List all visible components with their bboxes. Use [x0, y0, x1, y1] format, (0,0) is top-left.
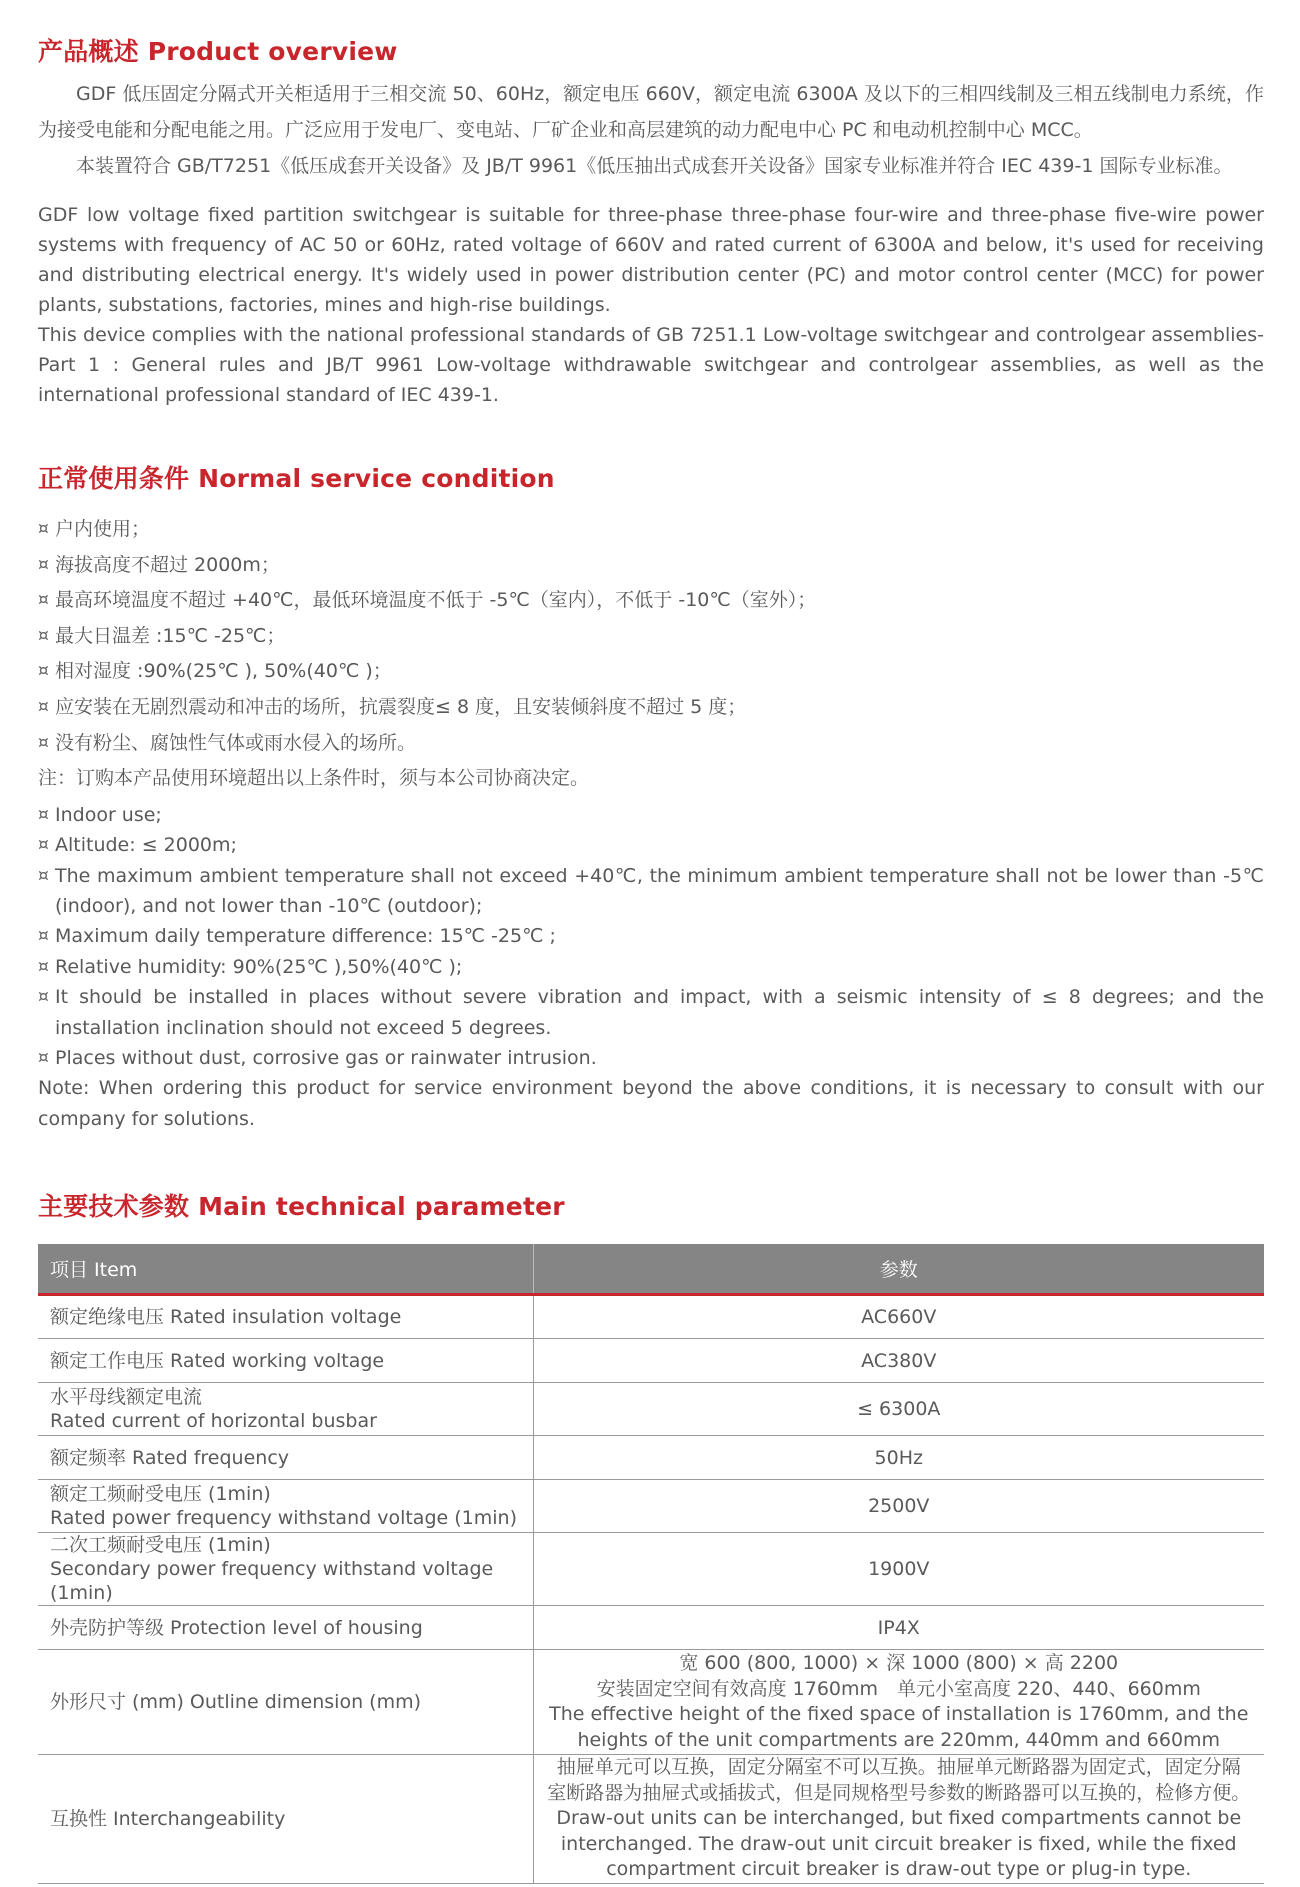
condition-en-item	[38, 861, 1264, 922]
params-row	[38, 1295, 1264, 1339]
param-value-line: Draw-out units can be interchanged, but fixed compartments cannot be	[556, 1807, 1242, 1830]
condition-zh-item	[38, 548, 1264, 584]
condition-zh-item	[38, 690, 1264, 726]
condition-en-item	[38, 982, 1264, 1043]
param-value-line: 宽 600 (800, 1000) × 深 1000 (800) × 高 2200	[679, 1652, 1119, 1674]
param-value-cell	[533, 1383, 1264, 1436]
condition-zh-text: 应安装在无剧烈震动和冲击的场所，抗震裂度≤ 8 度，且安装倾斜度不超过 5 度；	[55, 695, 747, 718]
condition-en-text: The maximum ambient temperature shall not exceed +40℃, the minimum ambient temperature shall not be lower than -5℃ (indoor), and not lower than -10℃ (outdoor);	[55, 864, 1264, 917]
param-value-line: 抽屉单元可以互换，固定分隔室不可以互换。抽屉单元断路器为固定式，固定分隔	[556, 1756, 1241, 1779]
bullet-icon: ¤	[38, 987, 49, 1008]
param-value-cell	[533, 1650, 1264, 1755]
param-item-line: 外形尺寸 (mm) Outline dimension (mm)	[50, 1691, 422, 1713]
bullet-icon: ¤	[38, 625, 49, 646]
bullet-icon: ¤	[38, 732, 49, 753]
param-value-cell	[533, 1606, 1264, 1650]
condition-zh-text: 最大日温差 :15℃ -25℃；	[55, 624, 286, 647]
param-item-line: Rated current of horizontal busbar	[50, 1410, 377, 1432]
condition-zh-item	[38, 726, 1264, 762]
condition-zh-item	[38, 619, 1264, 655]
param-item-cell	[38, 1436, 533, 1480]
condition-en-item	[38, 830, 1264, 860]
param-value-line: IP4X	[877, 1616, 920, 1639]
condition-en-text: Altitude: ≤ 2000m;	[55, 834, 237, 857]
condition-en-text: Relative humidity: 90%(25℃ ),50%(40℃ );	[55, 955, 463, 978]
bullet-icon: ¤	[38, 804, 49, 825]
conditions-list	[38, 512, 1264, 1134]
condition-zh-text: 海拔高度不超过 2000m；	[55, 553, 280, 576]
param-value-line: 1900V	[868, 1558, 930, 1580]
bullet-icon: ¤	[38, 1048, 49, 1068]
param-item-cell	[38, 1533, 533, 1606]
param-value-line: heights of the unit compartments are 220mm, 440mm and 660mm	[577, 1728, 1221, 1751]
param-item-line: Secondary power frequency withstand voltage (1min)	[50, 1558, 494, 1604]
bullet-icon: ¤	[38, 590, 49, 611]
param-item-line: 外壳防护等级 Protection level of housing	[50, 1616, 423, 1639]
param-value-line: The effective height of the fixed space of installation is 1760mm, and the	[549, 1703, 1249, 1725]
condition-zh-text: 没有粉尘、腐蚀性气体或雨水侵入的场所。	[55, 731, 417, 754]
overview-en-paragraph-2: This device complies with the national professional standards of GB 7251.1 Low-voltage switchgear and controlgear assemblies-Part 1 : General rules and JB/T 9961 Low-voltage withdrawable switchgear and controlgear assemblies, as well as the international professional standard of IEC 439-1.	[38, 324, 1264, 406]
overview-zh-paragraph-1: GDF 低压固定分隔式开关柜适用于三相交流 50、60Hz，额定电压 660V，额定电流 6300A 及以下的三相四线制及三相五线制电力系统，作为接受电能和分配电能之用。广泛应用于发电厂、变电站、厂矿企业和高层建筑的动力配电中心 PC 和电动机控制中心 MCC。	[38, 83, 1264, 141]
param-item-cell	[38, 1755, 533, 1884]
param-item-line: Rated power frequency withstand voltage (1min)	[50, 1507, 517, 1529]
condition-en-text: It should be installed in places without severe vibration and impact, with a seismic intensity of ≤ 8 degrees; and the installation inclination should not exceed 5 degrees.	[55, 986, 1264, 1039]
param-value-cell	[533, 1755, 1264, 1884]
param-value-line: 安装固定空间有效高度 1760mm 单元小室高度 220、440、660mm	[596, 1677, 1201, 1700]
param-item-line: 互换性 Interchangeability	[50, 1808, 286, 1830]
bullet-icon: ¤	[38, 661, 49, 682]
param-value-cell	[533, 1480, 1264, 1533]
param-value-line: 2500V	[868, 1495, 930, 1517]
overview-title: 产品概述 Product overview	[38, 37, 398, 66]
param-item-cell	[38, 1383, 533, 1436]
param-item-line: 额定频率 Rated frequency	[50, 1446, 290, 1469]
params-row	[38, 1606, 1264, 1650]
param-value-line: ≤ 6300A	[857, 1398, 941, 1420]
params-row	[38, 1339, 1264, 1383]
header-item: 项目 Item	[38, 1244, 533, 1295]
param-item-line: 额定工作电压 Rated working voltage	[50, 1349, 385, 1372]
bullet-icon: ¤	[38, 865, 49, 886]
condition-zh-text: 相对湿度 :90%(25℃ ), 50%(40℃ )；	[55, 660, 392, 683]
condition-zh-text: 户内使用；	[55, 518, 151, 540]
param-value-line: 室断路器为抽屉式或插拔式，但是同规格型号参数的断路器可以互换的，检修方便。	[547, 1781, 1251, 1804]
param-item-line: 额定工频耐受电压 (1min)	[50, 1483, 271, 1505]
param-value-line: AC660V	[861, 1306, 937, 1328]
overview-zh	[38, 76, 1264, 184]
params-row	[38, 1755, 1264, 1884]
param-value-cell	[533, 1339, 1264, 1383]
params-row	[38, 1533, 1264, 1606]
params-header-row	[38, 1244, 1264, 1295]
condition-zh-text: 最高环境温度不超过 +40℃，最低环境温度不低于 -5℃（室内），不低于 -10℃（室外）；	[55, 589, 817, 612]
overview-en-paragraph-1: GDF low voltage fixed partition switchgear is suitable for three-phase three-phase four-wire and three-phase five-wire power systems with frequency of AC 50 or 60Hz, rated voltage of 660V and rated current of 6300A and below, it's used for receiving and distributing electrical energy. It's widely used in power distribution center (PC) and motor control center (MCC) for power plants, substations, factories, mines and high-rise buildings.	[38, 204, 1264, 316]
condition-en-item	[38, 1043, 1264, 1073]
condition-zh-item	[38, 654, 1264, 690]
bullet-icon: ¤	[38, 835, 49, 856]
param-value-line: 50Hz	[874, 1446, 923, 1469]
condition-zh-item	[38, 583, 1264, 619]
param-item-cell	[38, 1606, 533, 1650]
condition-zh-item	[38, 512, 1264, 548]
overview-en	[38, 200, 1264, 410]
param-item-cell	[38, 1480, 533, 1533]
condition-en-text: Places without dust, corrosive gas or rainwater intrusion.	[55, 1047, 597, 1069]
condition-en-item	[38, 800, 1264, 830]
param-item-cell	[38, 1339, 533, 1383]
param-item-line: 二次工频耐受电压 (1min)	[50, 1534, 271, 1556]
condition-en-text: Indoor use;	[55, 803, 162, 826]
param-item-cell	[38, 1295, 533, 1339]
condition-en-text: Maximum daily temperature difference: 15℃ -25℃ ;	[55, 925, 556, 948]
params-row	[38, 1436, 1264, 1480]
bullet-icon: ¤	[38, 554, 49, 575]
bullet-icon: ¤	[38, 519, 49, 539]
params-row	[38, 1650, 1264, 1755]
params-table	[38, 1244, 1264, 1884]
conditions-title: 正常使用条件 Normal service condition	[38, 464, 555, 493]
param-value-cell	[533, 1295, 1264, 1339]
condition-en-note: Note: When ordering this product for service environment beyond the above conditions, it is necessary to consult with our company for solutions.	[38, 1077, 1264, 1130]
condition-en-item	[38, 952, 1264, 982]
bullet-icon: ¤	[38, 696, 49, 717]
params-row	[38, 1383, 1264, 1436]
condition-en-item	[38, 921, 1264, 951]
param-item-line: 额定绝缘电压 Rated insulation voltage	[50, 1306, 402, 1328]
params-row	[38, 1480, 1264, 1533]
param-item-line: 水平母线额定电流	[50, 1386, 203, 1408]
params-title: 主要技术参数 Main technical parameter	[38, 1192, 565, 1221]
bullet-icon: ¤	[38, 926, 49, 947]
condition-zh-note: 注：订购本产品使用环境超出以上条件时，须与本公司协商决定。	[38, 767, 590, 790]
header-value: 参数	[533, 1244, 1264, 1295]
param-value-cell	[533, 1533, 1264, 1606]
param-value-line: compartment circuit breaker is draw-out type or plug-in type.	[606, 1858, 1192, 1881]
param-item-cell	[38, 1650, 533, 1755]
bullet-icon: ¤	[38, 956, 49, 977]
param-value-cell	[533, 1436, 1264, 1480]
overview-zh-paragraph-2: 本装置符合 GB/T7251《低压成套开关设备》及 JB/T 9961《低压抽出式成套开关设备》国家专业标准并符合 IEC 439-1 国际专业标准。	[76, 155, 1233, 177]
param-value-line: AC380V	[861, 1349, 937, 1372]
param-value-line: interchanged. The draw-out unit circuit breaker is fixed, while the fixed	[560, 1832, 1237, 1855]
